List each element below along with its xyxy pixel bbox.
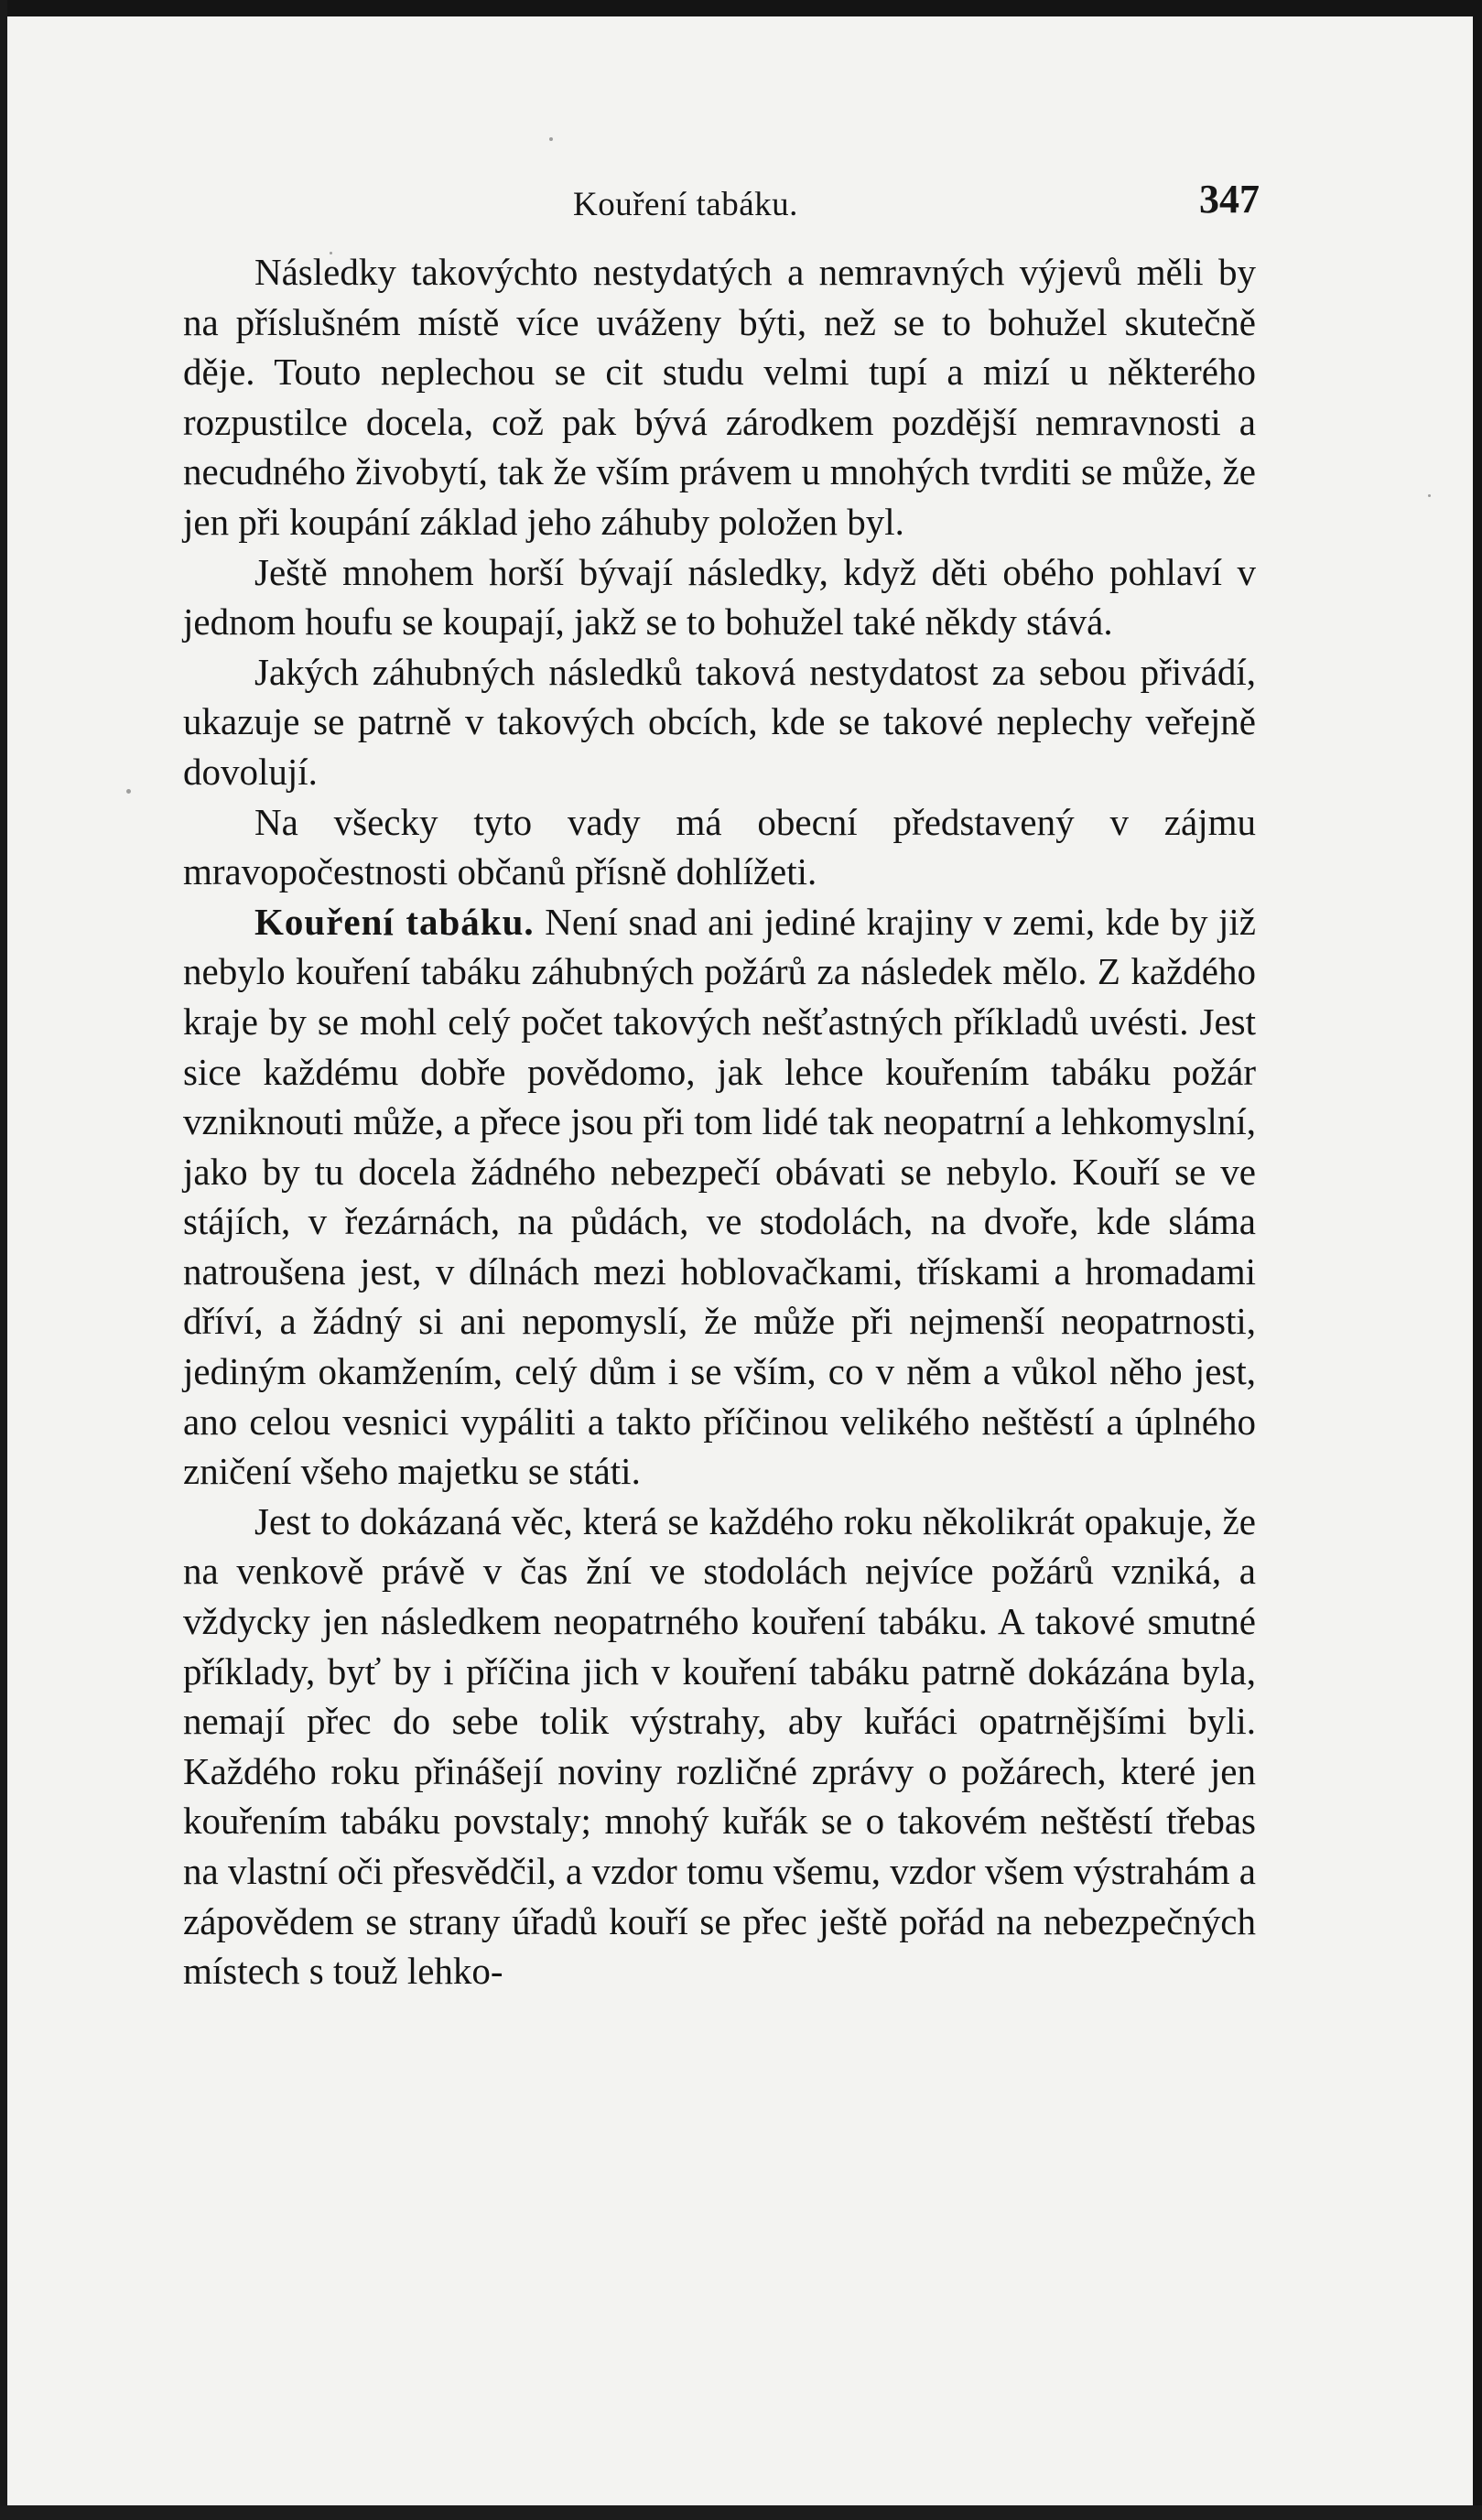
paragraph	[183, 897, 1256, 1497]
scan-border-left	[0, 0, 7, 2520]
paragraph-text: Není snad ani jediné krajiny v zemi, kde by již nebylo kouření tabáku záhubných požárů za následek mělo. Z každého kraje by se mohl celý počet takových nešťastných příkladů uvésti. Jest sice každému dobře povědomo, jak lehce kouřením tabáku požár vzniknouti může, a přece jsou při tom lidé tak neopatrní a lehkomyslní, jako by tu docela žádného nebezpečí obávati se nebylo. Kouří se ve stájích, v řezárnách, na půdách, ve stodolách, na dvoře, kde sláma natroušena jest, v dílnách mezi hoblovačkami, třískami a hromadami dříví, a žádný si ani nepomyslí, že může při nejmenší neopatrnosti, jediným okamžením, celý dům i se vším, co v něm a vůkol něho jest, ano celou vesnici vypáliti a takto příčinou velikého neštěstí a úplného zničení všeho majetku se státi.	[183, 900, 1257, 1493]
paragraph: Jakých záhubných následků taková nestydatost za sebou přivádí, ukazuje se patrně v takových obcích, kde se takové neplechy veřejně dovolují.	[183, 650, 1256, 793]
section-heading: Kouření tabáku.	[254, 900, 535, 943]
scan-speck	[1428, 494, 1431, 497]
page-header	[179, 176, 1260, 231]
scan-speck	[126, 789, 131, 794]
scan-speck	[549, 137, 553, 141]
scan-border-right	[1473, 0, 1482, 2520]
page-number: 347	[1199, 177, 1260, 222]
running-head: Kouření tabáku.	[573, 186, 798, 223]
paragraph: Ještě mnohem horší bývají následky, když děti obého pohlaví v jednom houfu se koupají, jakž se to bohužel také někdy stává.	[183, 550, 1256, 644]
paragraph: Jest to dokázaná věc, která se každého roku několikrát opakuje, že na venkově právě v čas žní ve stodolách nejvíce požárů vzniká, a vždycky jen následkem neopatrného kouření tabáku. A takové smutné příklady, byť by i příčina jich v kouření tabáku patrně dokázána byla, nemají přec do sebe tolik výstrahy, aby kuřáci opatrnějšími byli. Každého roku přinášejí noviny rozličné zprávy o požárech, které jen kouřením tabáku povstaly; mnohý kuřák se o takovém neštěstí třebas na vlastní oči přesvědčil, a vzdor tomu všemu, vzdor všem výstrahám a zápovědem se strany úřadů kouří se přec ještě pořád na nebezpečných místech s touž lehko-	[183, 1499, 1256, 1993]
paragraph: Na všecky tyto vady má obecní představený v zájmu mravopočestnosti občanů přísně dohlížeti.	[183, 800, 1256, 893]
scan-border-top	[0, 0, 1482, 16]
scan-border-bottom	[0, 2505, 1482, 2520]
paragraph: Následky takovýchto nestydatých a nemravných výjevů měli by na příslušném místě více uváženy býti, než se to bohužel skutečně děje. Touto neplechou se cit studu velmi tupí a mizí u některého rozpustilce docela, což pak bývá zárodkem pozdější nemravnosti a necudného živobytí, tak že vším právem u mnohých tvrditi se může, že jen při koupání základ jeho záhuby položen byl.	[183, 251, 1256, 543]
body-text	[183, 247, 1256, 1996]
